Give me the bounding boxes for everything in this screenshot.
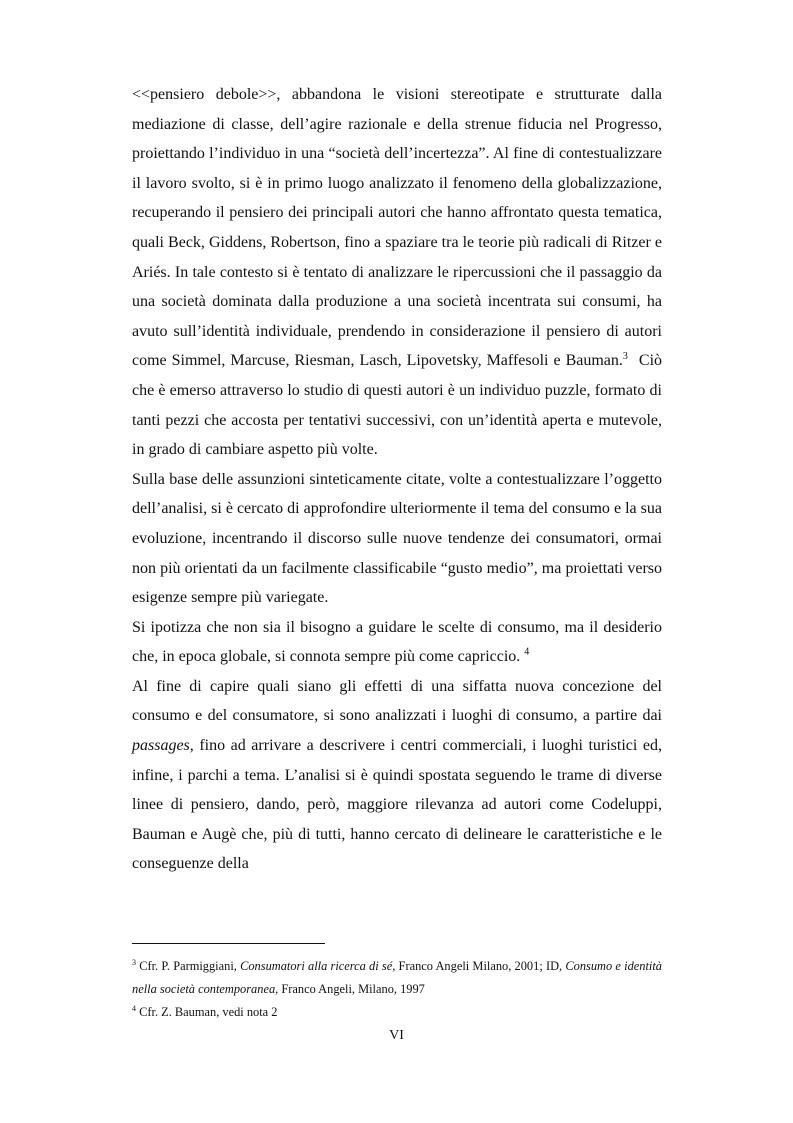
paragraph: Sulla base delle assunzioni sinteticamente citate, volte a contestualizzare l’oggetto dell’analisi, si è cercato di approfondire ulteriormente il tema del consumo e la sua evoluzione, incentrando il discorso sulle nuove tendenze dei consumatori, ormai non più orientati da un facilmente classificabile “gusto medio”, ma proiettati verso esigenze sempre più variegate. xyxy=(132,470,662,607)
footnotes xyxy=(132,955,662,1024)
italic-term: passages xyxy=(132,737,190,755)
footnote: $^3$ Cfr. P. Parmiggiani, Consumatori alla ricerca di sé, Franco Angeli Milano, 2001; ID, Consumo e identità nella società contemporanea, Franco Angeli, Milano, 1997 xyxy=(132,957,662,996)
footnote-ref[interactable]: 3 xyxy=(622,351,628,363)
paragraph: Al fine di capire quali siano gli effetti di una siffatta nuova concezione del consumo e del consumatore, si sono analizzati i luoghi di consumo, a partire dai passages, fino ad arrivare a descrivere i centri commerciali, i luoghi turistici ed, infine, i parchi a tema. L’analisi si è quindi spostata seguendo le trame di diverse linee di pensiero, dando, però, maggiore rilevanza ad autori come Codeluppi, Bauman e Augè che, più di tutti, hanno cercato di delineare le caratteristiche e le conseguenze della xyxy=(132,677,662,873)
footnote-ref[interactable]: 4 xyxy=(524,646,530,658)
footnote: $^4$ Cfr. Z. Bauman, vedi nota 2 xyxy=(132,1003,278,1019)
page-number: VI xyxy=(389,1028,404,1043)
body-text xyxy=(132,80,662,879)
paragraph: <<pensiero debole>>, abbandona le visioni stereotipate e strutturate dalla mediazione di classe, dell’agire razionale e della strenue fiducia nel Progresso, proiettando l’individuo in una “società dell’incertezza”. Al fine di contestualizzare il lavoro svolto, si è in primo luogo analizzato il fenomeno della globalizzazione, recuperando il pensiero dei principali autori che hanno affrontato questa tematica, quali Beck, Giddens, Robertson, fino a spaziare tra le teorie più radicali di Ritzer e Ariés. In tale contesto si è tentato di analizzare le ripercussioni che il passaggio da una società dominata dalla produzione a una società incentrata sui consumi, ha avuto sull’identità individuale, prendendo in considerazione il pensiero di autori come Simmel, Marcuse, Riesman, Lasch, Lipovetsky, Maffesoli e Bauman.$^3$ Ciò che è emerso attraverso lo studio di questi autori è un individuo puzzle, formato di tanti pezzi che accosta per tentativi successivi, con un’identità aperta e mutevole, in grado di cambiare aspetto più volte. xyxy=(132,86,663,459)
footnote-divider xyxy=(132,943,325,944)
paragraph: Si ipotizza che non sia il bisogno a guidare le scelte di consumo, ma il desiderio che, in epoca globale, si connota sempre più come capriccio. $^4$ xyxy=(132,618,662,666)
footnote-number: 4 xyxy=(132,1003,136,1013)
footnote-number: 3 xyxy=(132,957,136,967)
